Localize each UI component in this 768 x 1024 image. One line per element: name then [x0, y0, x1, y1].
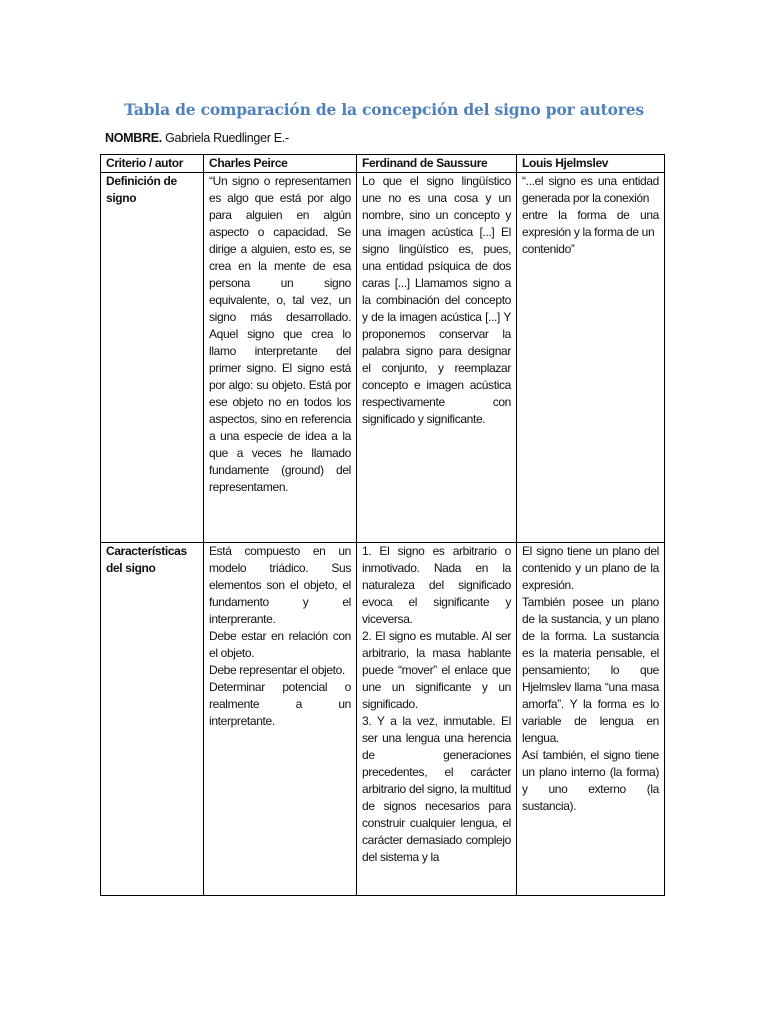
comparison-table — [100, 154, 665, 896]
hjelmslev-def-line-3: contenido” — [522, 242, 575, 256]
author-line — [105, 131, 289, 145]
header-hjelmslev: Louis Hjelmslev — [517, 155, 665, 173]
author-label: NOMBRE. — [105, 131, 162, 145]
hjelmslev-car-para-3: Así también, el signo tiene un plano interno (la forma) y uno externo (la sustancia). — [522, 748, 659, 813]
cell-hjelmslev-caracteristicas — [517, 543, 665, 896]
hjelmslev-car-para-1: El signo tiene un plano del contenido y un plano de la expresión. — [522, 544, 659, 592]
criterion-caracteristicas: Características del signo — [101, 543, 204, 896]
peirce-car-para-3: Debe representar el objeto. — [209, 663, 345, 677]
hjelmslev-def-line-1: “...el signo es una entidad generada por la conexión — [522, 174, 659, 205]
cell-saussure-caracteristicas — [357, 543, 517, 896]
saussure-car-para-3: 3. Y a la vez, inmutable. El ser una lengua una herencia de generaciones precedentes, el carácter arbitrario del signo, la multitud de signos necesarios para construir cualquier lengua, el carácter demasiado complejo del sistema y la — [362, 714, 511, 864]
hjelmslev-car-para-2: También posee un plano de la sustancia, y un plano de la forma. La sustancia es la materia pensable, el pensamiento; lo que Hjelmslev llama “una masa amorfa”. Y la forma es lo variable de lengua en lengua. — [522, 595, 659, 745]
table-header-row — [101, 155, 665, 173]
table-row-definicion — [101, 173, 665, 543]
peirce-car-para-1: Está compuesto en un modelo triádico. Sus elementos son el objeto, el fundamento y el interprerante. — [209, 544, 351, 626]
cell-hjelmslev-definicion — [517, 173, 665, 543]
hjelmslev-def-line-2: entre la forma de una expresión y la forma de un — [522, 208, 659, 239]
cell-peirce-definicion: “Un signo o representamen es algo que está por algo para alguien en algún aspecto o capacidad. Se dirige a alguien, esto es, se crea en la mente de esa persona un signo equivalente, o, tal vez, un signo más desarrollado. Aquel signo que crea lo llamo interpretante del primer signo. El signo está por algo: su objeto. Está por ese objeto no en todos los aspectos, sino en referencia a una especie de idea a la que a veces he llamado fundamente (ground) del representamen. — [204, 173, 357, 543]
saussure-car-para-1: 1. El signo es arbitrario o inmotivado. Nada en la naturaleza del significado evoca el significante y viceversa. — [362, 544, 511, 626]
cell-peirce-caracteristicas — [204, 543, 357, 896]
saussure-car-para-2: 2. El signo es mutable. Al ser arbitrario, la masa hablante puede “mover” el enlace que une un significante y un significado. — [362, 629, 511, 711]
table-row-caracteristicas — [101, 543, 665, 896]
header-peirce: Charles Peirce — [204, 155, 357, 173]
cell-saussure-definicion: Lo que el signo lingüístico une no es una cosa y un nombre, sino un concepto y una imagen acústica [...] El signo lingüístico es, pues, una entidad psíquica de dos caras [...] Llamamos signo a la combinación del concepto y de la imagen acústica [...] Y proponemos conservar la palabra signo para designar el conjunto, y reemplazar concepto e imagen acústica respectivamente con significado y significante. — [357, 173, 517, 543]
document-title: Tabla de comparación de la concepción del signo por autores — [124, 100, 644, 119]
peirce-car-para-4: Determinar potencial o realmente a un interpretante. — [209, 680, 351, 728]
header-criterion: Criterio / autor — [101, 155, 204, 173]
criterion-definicion: Definición de signo — [101, 173, 204, 543]
author-name: Gabriela Ruedlinger E.- — [165, 131, 289, 145]
header-saussure: Ferdinand de Saussure — [357, 155, 517, 173]
peirce-car-para-2: Debe estar en relación con el objeto. — [209, 629, 351, 660]
